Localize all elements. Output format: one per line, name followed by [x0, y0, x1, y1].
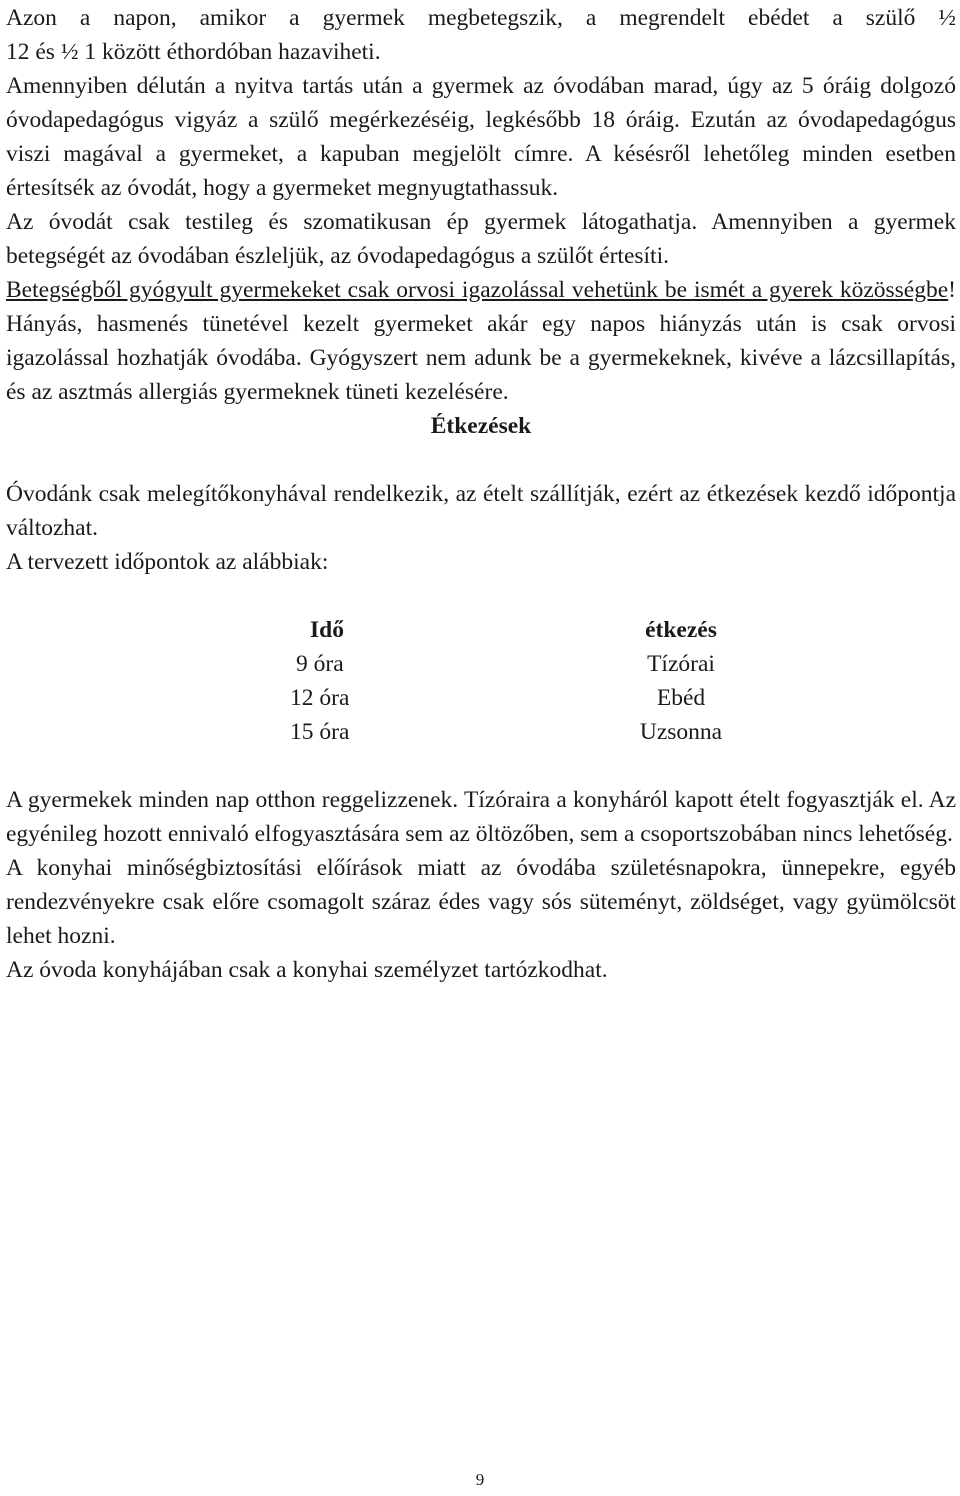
table-row — [6, 647, 956, 681]
illness-rules-rest: ! Hányás, hasmenés tünetével kezelt gyermeket akár egy napos hiányzás után is csak orvosi igazolással hozhatják óvodába. Gyógyszert nem adunk be a gyermekeknek, kivéve a lázcsillapítás, és az asztmás allergiás gyermeknek tüneti kezelésére. — [6, 277, 956, 405]
paragraph-lunch-pickup-line-2: 12 és ½ 1 között éthordóban hazaviheti. — [6, 39, 381, 65]
cell-time: 12 óra — [290, 685, 350, 711]
meal-schedule-table — [6, 613, 956, 749]
column-header-time: Idő — [310, 617, 344, 643]
cell-time: 15 óra — [290, 719, 350, 745]
document-page — [6, 0, 956, 987]
spacer — [6, 579, 956, 613]
paragraph-breakfast: A gyermekek minden nap otthon reggelizzenek. Tízóraira a konyháról kapott ételt fogyasztják el. Az egyénileg hozott ennivaló elfogyasztására sem az öltözőben, sem a csoportszobában nincs lehetőség. — [6, 787, 956, 847]
section-heading-meals: Étkezések — [430, 413, 532, 439]
underlined-medical-certificate-note: Betegségből gyógyult gyermekeket csak orvosi igazolással vehetünk be ismét a gyerek közösségbe — [6, 277, 949, 303]
paragraph-lunch-pickup-line-1: Azon a napon, amikor a gyermek megbetegszik, a megrendelt ebédet a szülő ½ — [6, 5, 956, 31]
cell-time: 9 óra — [296, 651, 344, 677]
paragraph-kitchen-info: Óvodánk csak melegítőkonyhával rendelkezik, az ételt szállítják, ezért az étkezések kezdő időpontja változhat. — [6, 481, 956, 541]
paragraph-illness-rules — [6, 273, 956, 409]
table-row — [6, 681, 956, 715]
paragraph-food-quality-rules: A konyhai minőségbiztosítási előírások miatt az óvodába születésnapokra, ünnepekre, egyéb rendezvényekre csak előre csomagolt száraz édes vagy sós süteményt, zöldséget, vagy gyümölcsöt lehet hozni. — [6, 855, 956, 949]
spacer — [6, 749, 956, 783]
paragraph-healthy-children: Az óvodát csak testileg és szomatikusan ép gyermek látogathatja. Amennyiben a gyermek betegségét az óvodában észleljük, az óvodapedagógus a szülőt értesíti. — [6, 209, 956, 269]
cell-meal: Ebéd — [656, 685, 706, 711]
table-row — [6, 715, 956, 749]
cell-meal: Uzsonna — [639, 719, 723, 745]
paragraph-afternoon-care: Amennyiben délután a nyitva tartás után a gyermek az óvodában marad, úgy az 5 óráig dolgozó óvodapedagógus vigyáz a szülő megérkezéséig, legkésőbb 18 óráig. Ezután az óvodapedagógus viszi magával a gyermeket, a kapuban megjelölt címre. A késésről lehetőleg minden esetben értesítsék az óvodát, hogy a gyermeket megnyugtathassuk. — [6, 73, 956, 201]
paragraph-kitchen-access: Az óvoda konyhájában csak a konyhai személyzet tartózkodhat. — [6, 957, 608, 983]
paragraph-schedule-intro: A tervezett időpontok az alábbiak: — [6, 549, 329, 575]
column-header-meal: étkezés — [645, 617, 717, 643]
table-header-row — [6, 613, 956, 647]
page-number: 9 — [475, 1470, 485, 1489]
cell-meal: Tízórai — [647, 651, 715, 677]
paragraph-lunch-pickup — [6, 1, 956, 69]
spacer — [6, 443, 956, 477]
